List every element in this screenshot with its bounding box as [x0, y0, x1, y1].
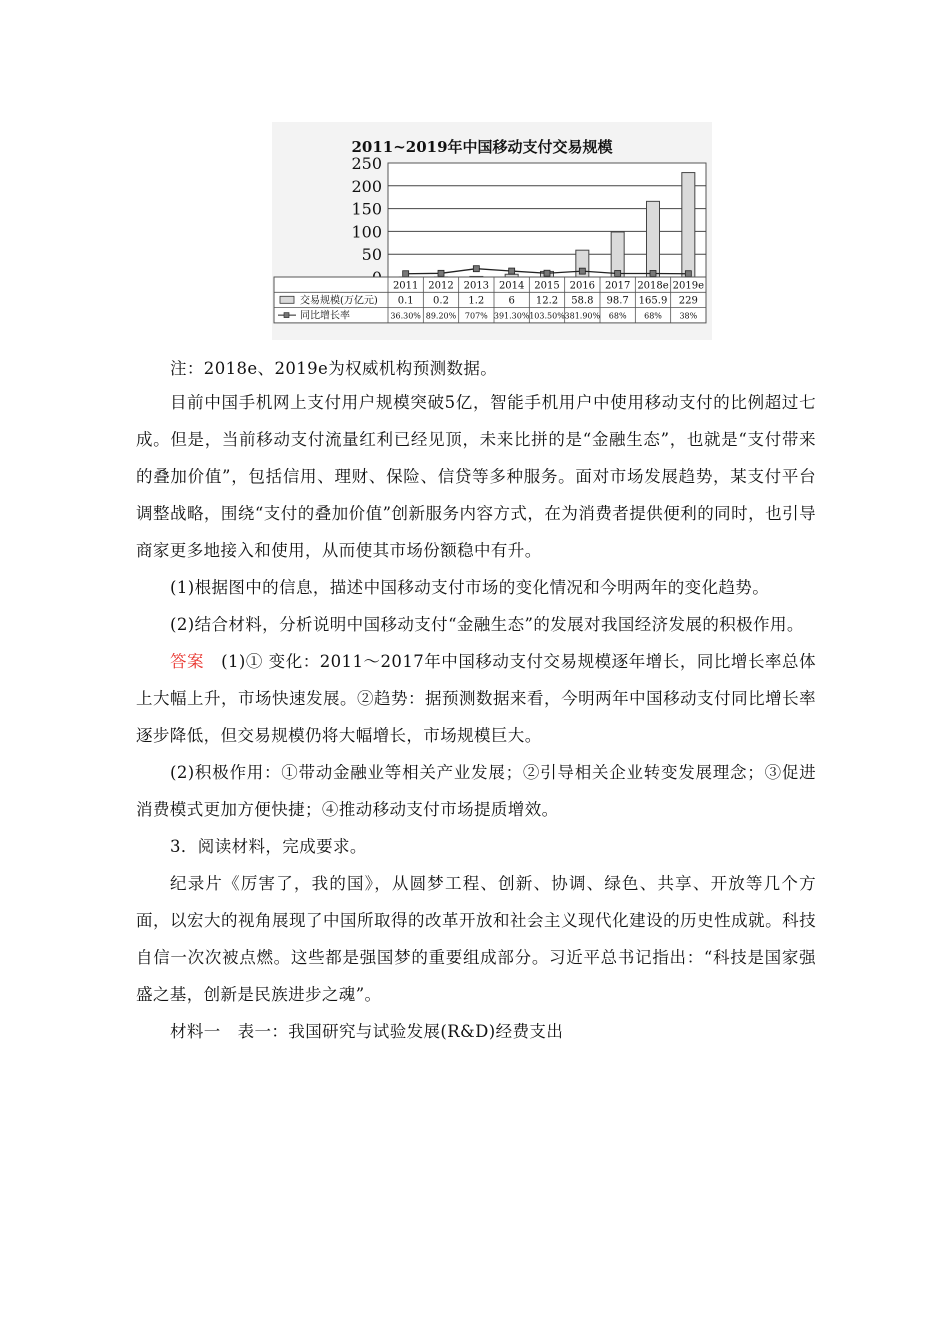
growth-data-label: 68%	[644, 311, 662, 321]
material-3-paragraph: 纪录片《厉害了，我的国》，从圆梦工程、创新、协调、绿色、共享、开放等几个方面，以宏大的视角展现了中国所取得的改革开放和社会主义现代化建设的历史性成就。科技自信一次次被点燃。这些都是强国梦的重要组成部分。习近平总书记指出：“科技是国家强盛之基，创新是民族进步之魂”。	[136, 874, 816, 1004]
bar-2018e	[647, 201, 660, 277]
growth-data-label: 381.90%	[564, 311, 601, 321]
y-tick-label: 250	[351, 154, 382, 173]
growth-rate-point	[509, 268, 515, 274]
growth-data-label: 38%	[679, 311, 698, 321]
bar-data-label: 229	[678, 295, 698, 307]
question-body	[136, 384, 816, 1050]
x-tick-label: 2015	[534, 280, 560, 292]
y-tick-label: 100	[351, 222, 382, 242]
growth-rate-point	[403, 271, 409, 277]
x-tick-label: 2013	[463, 280, 490, 292]
x-tick-label: 2017	[604, 280, 631, 292]
legend-line-marker	[284, 313, 289, 318]
x-tick-label: 2019e	[672, 280, 705, 292]
growth-data-label: 68%	[608, 311, 627, 321]
chart-title: 2011~2019年中国移动支付交易规模	[351, 138, 613, 156]
note-text: 注：2018e、2019e为权威机构预测数据。	[170, 359, 498, 378]
bar-data-label: 1.2	[468, 295, 485, 307]
answer-label: 答案	[170, 652, 205, 671]
growth-data-label: 707%	[464, 311, 488, 321]
x-tick-label: 2012	[428, 280, 454, 292]
growth-rate-point	[650, 270, 656, 276]
x-tick-label: 2018e	[637, 280, 669, 292]
x-tick-label: 2011	[392, 280, 419, 292]
x-tick-label: 2014	[498, 280, 525, 292]
legend-bar-label: 交易规模(万亿元)	[300, 295, 378, 307]
chart-svg	[272, 122, 712, 340]
growth-data-label: 36.30%	[390, 311, 421, 321]
bar-data-label: 58.8	[571, 295, 594, 307]
bar-data-label: 0.2	[433, 295, 449, 307]
bar-data-label: 12.2	[535, 295, 559, 307]
growth-rate-point	[544, 270, 550, 276]
growth-rate-point	[579, 268, 585, 274]
answer-2: (2)积极作用：①带动金融业等相关产业发展；②引导相关企业转变发展理念；③促进消费模式更加方便快捷；④推动移动支付市场提质增效。	[136, 763, 816, 819]
legend-bar-swatch	[280, 296, 294, 303]
growth-data-label: 103.50%	[529, 311, 565, 321]
growth-data-label: 89.20%	[425, 311, 457, 321]
bar-data-label: 6	[508, 295, 515, 307]
y-tick-label: 50	[361, 245, 382, 265]
growth-rate-point	[685, 271, 691, 277]
answer-1-text: (1)① 变化：2011～2017年中国移动支付交易规模逐年增长，同比增长率总体上大幅上升，市场快速发展。②趋势：据预测数据来看，今明两年中国移动支付同比增长率逐步降低，但交易规模仍将大幅增长，市场规模巨大。	[136, 652, 816, 745]
bar-2019e	[682, 173, 695, 277]
chart-note	[136, 350, 816, 387]
y-tick-label: 200	[351, 176, 382, 196]
question-1: (1)根据图中的信息，描述中国移动支付市场的变化情况和今明两年的变化趋势。	[170, 578, 770, 597]
question-2: (2)结合材料，分析说明中国移动支付“金融生态”的发展对我国经济发展的积极作用。	[170, 615, 804, 634]
bar-data-label: 0.1	[397, 295, 414, 307]
bar-data-label: 98.7	[606, 295, 629, 307]
material-paragraph: 目前中国手机网上支付用户规模突破5亿，智能手机用户中使用移动支付的比例超过七成。但是，当前移动支付流量红利已经见顶，未来比拼的是“金融生态”，也就是“支付带来的叠加价值”，包括信用、理财、保险、信贷等多种服务。面对市场发展趋势，某支付平台调整战略，围绕“支付的叠加价值”创新服务内容方式，在为消费者提供便利的同时，也引导商家更多地接入和使用，从而使其市场份额稳中有升。	[136, 393, 816, 560]
growth-data-label: 391.30%	[493, 311, 530, 321]
answer-1	[136, 643, 816, 754]
item-3-heading: 3．阅读材料，完成要求。	[170, 837, 367, 856]
legend-line-label: 同比增长率	[300, 310, 350, 322]
y-tick-label: 150	[351, 199, 382, 219]
material-one-caption: 材料一 表一：我国研究与试验发展(R&D)经费支出	[170, 1022, 564, 1041]
mobile-payment-chart	[272, 122, 712, 340]
bar-data-label: 165.9	[638, 295, 668, 307]
growth-rate-point	[438, 270, 444, 276]
growth-rate-point	[473, 266, 479, 272]
growth-rate-point	[615, 270, 621, 276]
x-tick-label: 2016	[569, 280, 596, 292]
